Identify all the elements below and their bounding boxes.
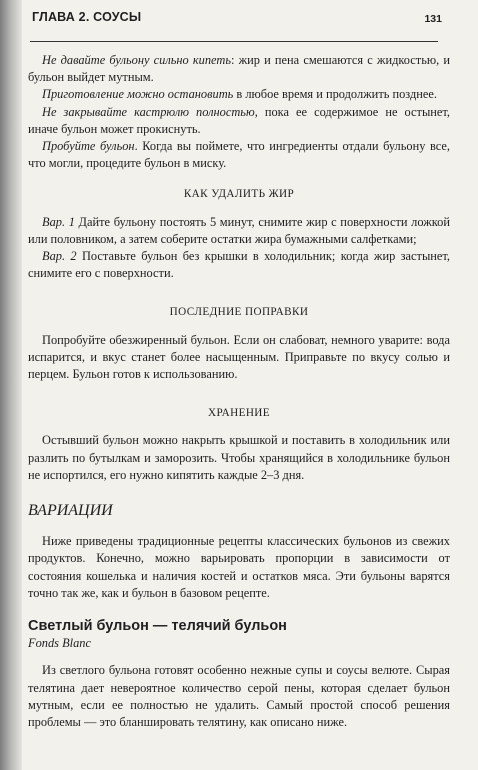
recipe-title: Светлый бульон — телячий бульон <box>28 618 287 635</box>
fat-option-2 <box>28 248 450 282</box>
recipe-text: Из светлого бульона готовят особенно нежные супы и соусы велюте. Сырая телятина дает невероятное количество серой пены, которая сделает бульон мутным, если ее полностью не удалить. Самый простой способ решения проблемы — это бланшировать телятину, как описано ниже. <box>28 663 450 730</box>
tip-text: в любое время и продолжить позднее. <box>233 87 438 102</box>
tip-paragraph <box>28 52 450 86</box>
tip-text: , пока ее содержимое не остынет, иначе бульон может прокиснуть. <box>28 104 450 136</box>
variations-heading: ВАРИАЦИИ <box>28 502 113 520</box>
final-touches-heading: ПОСЛЕДНИЕ ПОПРАВКИ <box>169 306 309 319</box>
tip-paragraph <box>28 138 450 172</box>
tip-lead: Пробуйте бульон <box>42 139 135 154</box>
tip-lead: Приготовление можно остановить <box>42 87 234 102</box>
tip-text: : жир и пена смешаются с жидкостью, и бульон выйдет мутным. <box>28 53 450 85</box>
tip-paragraph <box>28 86 450 103</box>
page-content <box>28 52 450 731</box>
tip-lead: Не закрывайте кастрюлю полностью <box>42 104 255 119</box>
fat-removal-heading: КАК УДАЛИТЬ ЖИР <box>183 188 295 201</box>
variations-text: Ниже приведены традиционные рецепты классических бульонов из свежих продуктов. Конечно, можно варьировать пропорции в зависимости от состояния кошелька и наличия костей и остатков мяса. Эти бульоны варятся точно так же, как и бульон в базовом рецепте. <box>28 534 450 600</box>
running-header: ГЛАВА 2. СОУСЫ <box>32 10 142 24</box>
header-rule <box>30 41 438 42</box>
option-label: Вар. 2 <box>42 249 77 264</box>
page-number: 131 <box>424 13 442 25</box>
storage-heading: ХРАНЕНИЕ <box>207 407 271 420</box>
option-label: Вар. 1 <box>42 214 75 229</box>
tip-paragraph <box>28 104 450 138</box>
option-text: Дайте бульону постоять 5 минут, снимите жир с поверхности ложкой или половником, а затем соберите остатки жира бумажными салфетками; <box>28 214 450 246</box>
fat-option-1 <box>28 214 450 248</box>
tip-text: . Когда вы поймете, что ингредиенты отдали бульону все, что могли, процедите бульон в миску. <box>28 139 450 171</box>
recipe-subtitle: Fonds Blanc <box>28 636 91 651</box>
storage-text: Остывший бульон можно накрыть крышкой и поставить в холодильник или разлить по бутылкам и заморозить. Чтобы хранящийся в холодильнике бульон не испортился, его нужно кипятить каждые 2–3 дня. <box>28 433 450 482</box>
tip-lead: Не давайте бульону сильно кипеть <box>42 53 231 67</box>
option-text: Поставьте бульон без крышки в холодильник; когда жир застынет, снимите его с поверхности. <box>28 249 450 281</box>
final-touches-text: Попробуйте обезжиренный бульон. Если он слабоват, немного уварите: вода испарится, и вкус станет более насыщенным. Приправьте по вкусу солью и перцем. Бульон готов к использованию. <box>28 332 450 382</box>
